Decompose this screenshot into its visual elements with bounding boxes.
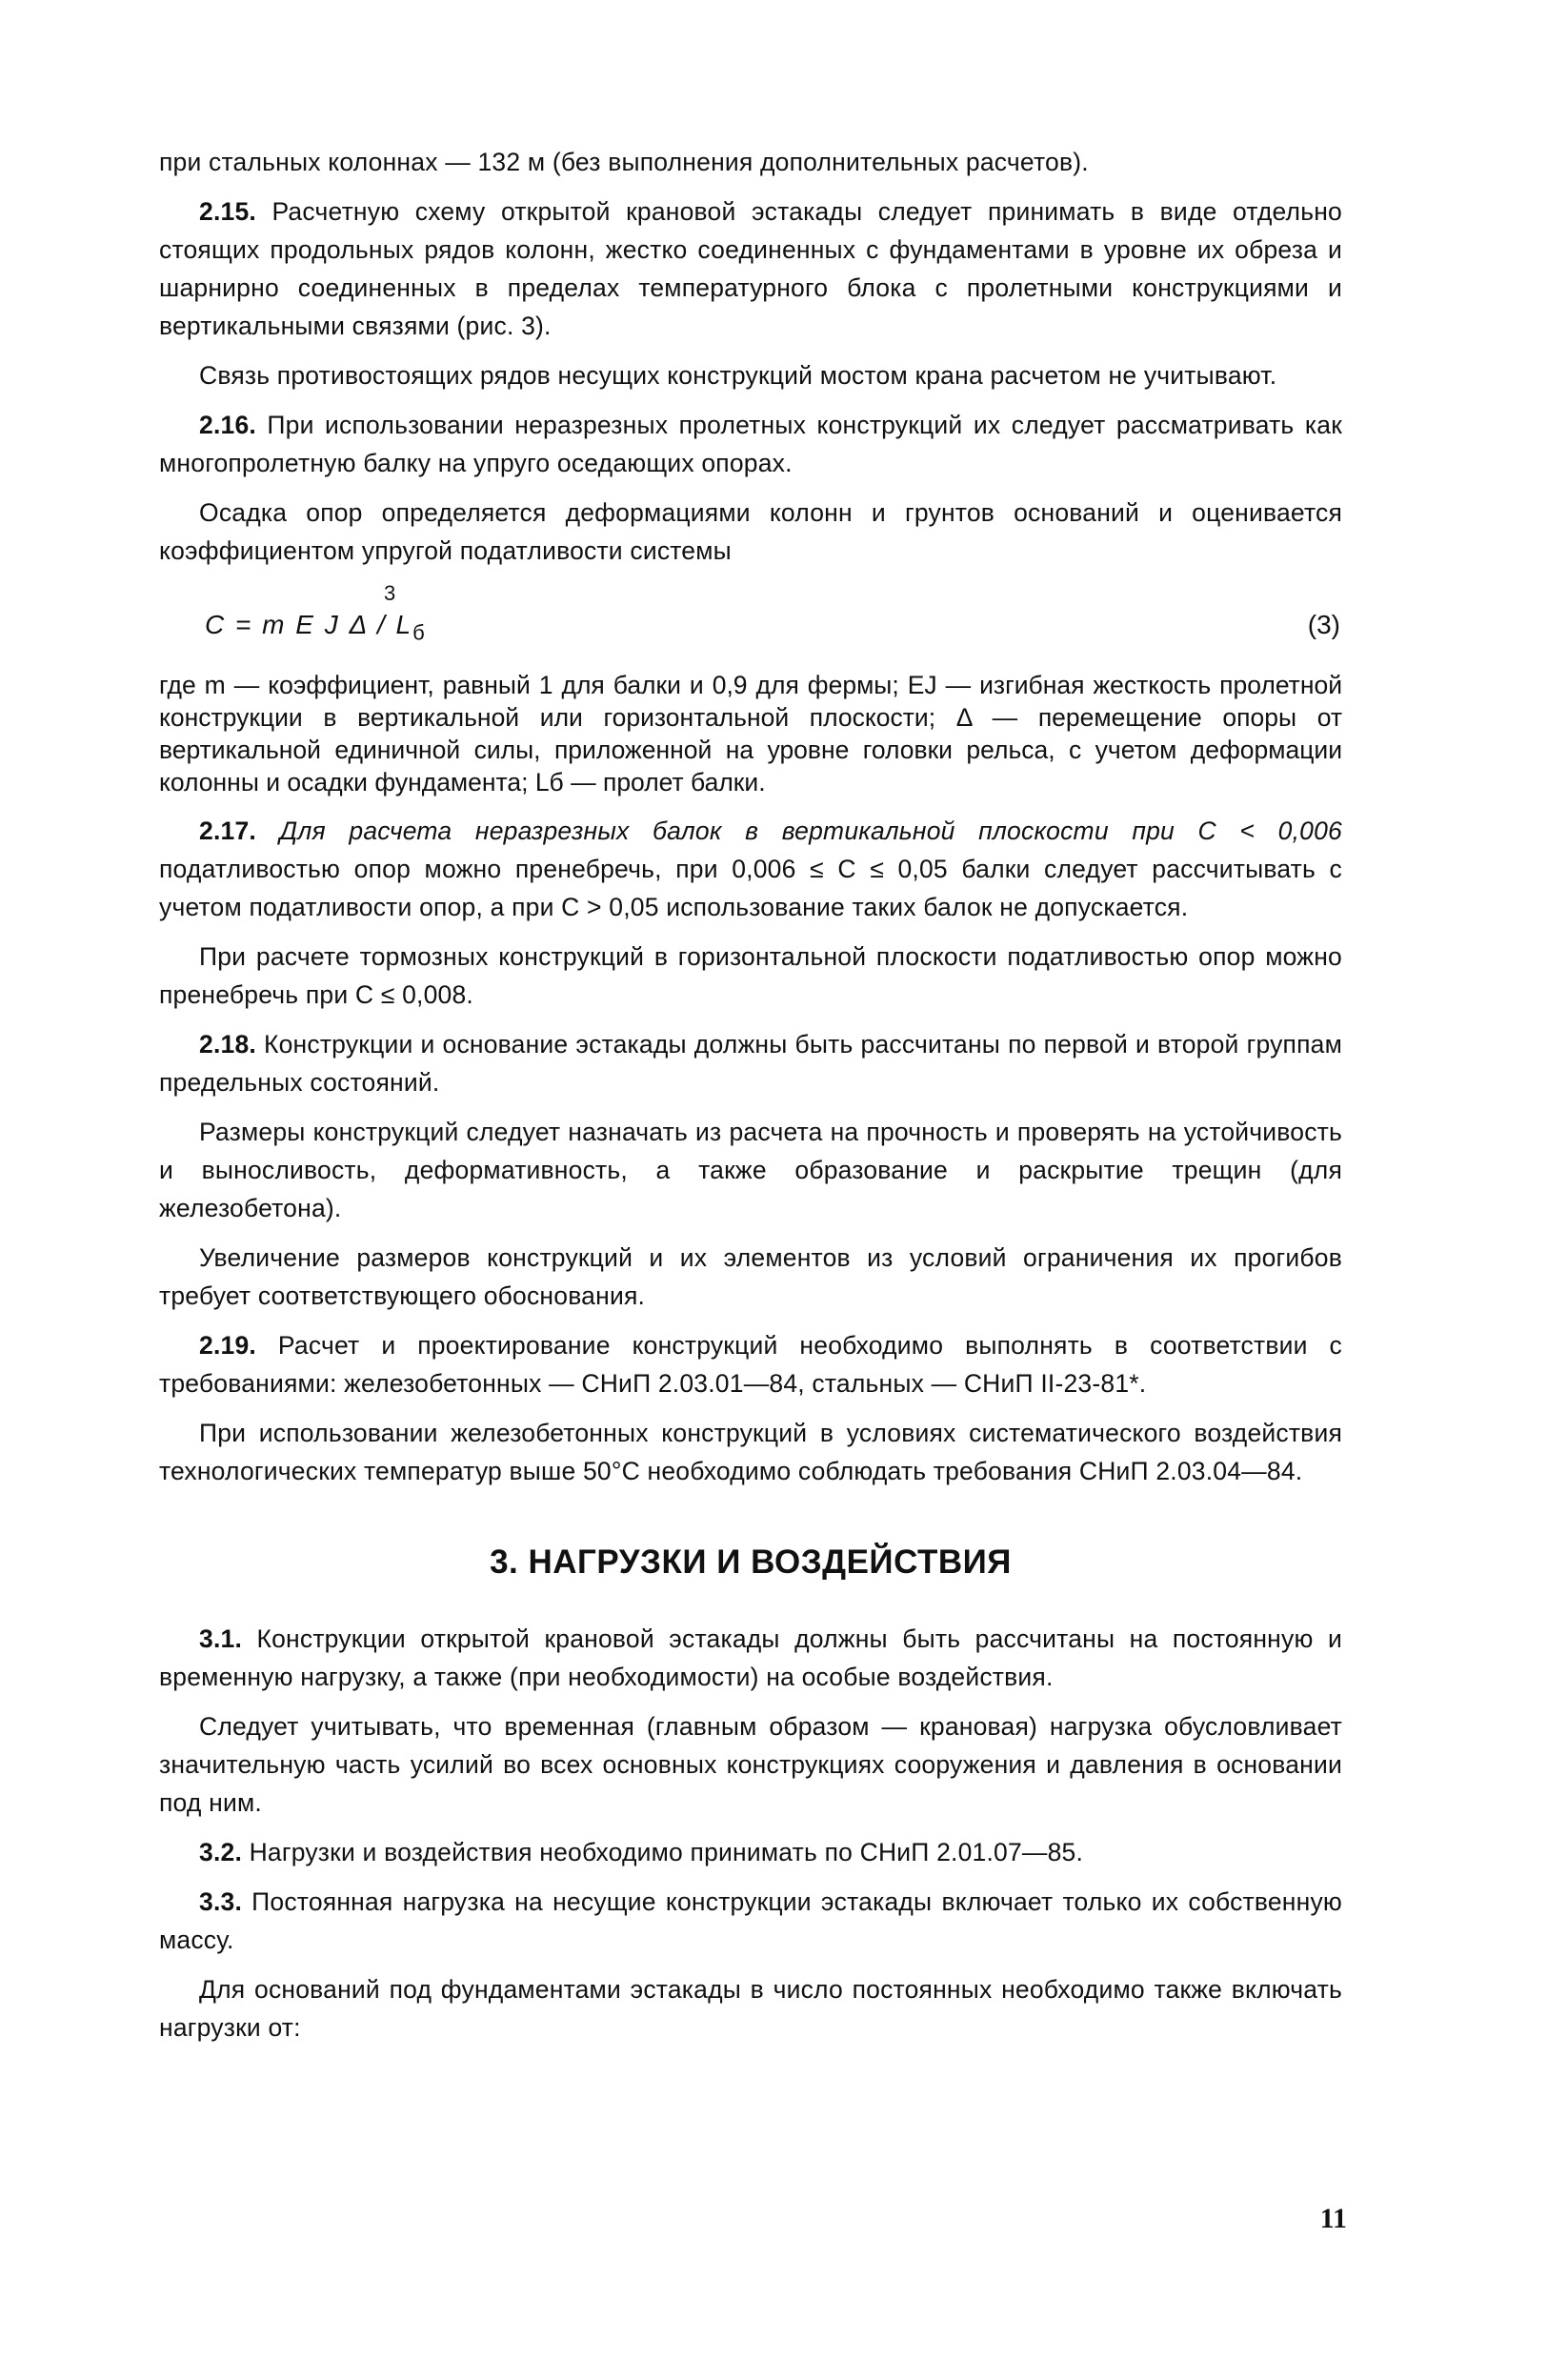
clause-number: 2.15. (199, 197, 256, 226)
paragraph-2-17: 2.17. Для расчета неразрезных балок в вертикальной плоскости при C < 0,006 податливостью опор можно пренебречь, при 0,006 ≤ C ≤ 0,05 балки следует рассчитывать с учетом податливости опор, а при C > 0,05 использование таких балок не допускается. (159, 817, 1342, 921)
paragraph-3-1: 3.1. Конструкции открытой крановой эстакады должны быть рассчитаны на постоянную и временную нагрузку, а также (при необходимости) на особые воздействия. (159, 1624, 1342, 1691)
clause-number: 2.16. (199, 411, 256, 439)
formula-legend: где m — коэффициент, равный 1 для балки и 0,9 для фермы; EJ — изгибная жесткость пролетной конструкции в вертикальной или горизонтальной плоскости; Δ — перемещение опоры от вертикальной единичной силы, приложенной на уровне головки рельса, с учетом деформации колонны и осадки фундамента; Lб — пролет балки. (159, 671, 1342, 797)
clause-number: 3.3. (199, 1887, 243, 1916)
document-page (159, 143, 1342, 2058)
paragraph-2-16: 2.16. При использовании неразрезных пролетных конструкций их следует рассматривать как многопролетную балку на упруго оседающих опорах. (159, 411, 1342, 477)
formula-3 (159, 581, 1342, 656)
formula-exponent: 3 (384, 581, 396, 605)
paragraph-temperature: При использовании железобетонных конструкций в условиях систематического воздействия технологических температур выше 50°С необходимо соблюдать требования СНиП 2.03.04—84. (159, 1419, 1342, 1485)
section-heading: 3. НАГРУЗКИ И ВОЗДЕЙСТВИЯ (490, 1543, 1012, 1581)
paragraph-crane-load: Следует учитывать, что временная (главным образом — крановая) нагрузка обусловливает значительную часть усилий во всех основных конструкциях сооружения и давления в основании под ним. (159, 1712, 1342, 1817)
clause-number: 3.1. (199, 1624, 243, 1653)
clause-number: 2.17. (199, 817, 256, 845)
clause-number: 2.19. (199, 1331, 256, 1360)
formula-expression: C = m E J Δ / $L_б$ (205, 610, 427, 645)
paragraph-3-2: 3.2. Нагрузки и воздействия необходимо принимать по СНиП 2.01.07—85. (199, 1838, 1084, 1866)
paragraph-settlement: Осадка опор определяется деформациями колонн и грунтов оснований и оценивается коэффициентом упругой податливости системы (159, 498, 1342, 565)
paragraph-continuation: при стальных колоннах — 132 м (без выполнения дополнительных расчетов). (159, 148, 1089, 176)
paragraph-2-18: 2.18. Конструкции и основание эстакады должны быть рассчитаны по первой и второй группам предельных состояний. (159, 1030, 1342, 1097)
paragraph-deflection: Увеличение размеров конструкций и их элементов из условий ограничения их прогибов требует соответствующего обоснования. (159, 1243, 1342, 1310)
paragraph-2-15: 2.15. Расчетную схему открытой крановой эстакады следует принимать в виде отдельно стоящих продольных рядов колонн, жестко соединенных с фундаментами в уровне их обреза и шарнирно соединенных в пределах температурного блока с пролетными конструкциями и вертикальными связями (рис. 3). (159, 197, 1342, 340)
formula-number: (3) (1307, 610, 1340, 639)
paragraph-foundations: Для оснований под фундаментами эстакады в число постоянных необходимо также включать нагрузки от: (159, 1975, 1342, 2042)
paragraph-dimensions: Размеры конструкций следует назначать из расчета на прочность и проверять на устойчивость и выносливость, деформативность, а также образование и раскрытие трещин (для железобетона). (159, 1118, 1342, 1222)
clause-number: 3.2. (199, 1838, 243, 1866)
paragraph-brake-structures: При расчете тормозных конструкций в горизонтальной плоскости податливостью опор можно пренебречь при C ≤ 0,008. (159, 942, 1342, 1009)
paragraph-2-19: 2.19. Расчет и проектирование конструкций необходимо выполнять в соответствии с требованиями: железобетонных — СНиП 2.03.01—84, стальных — СНиП II-23-81*. (159, 1331, 1342, 1398)
paragraph-3-3: 3.3. Постоянная нагрузка на несущие конструкции эстакады включает только их собственную массу. (159, 1887, 1342, 1954)
clause-number: 2.18. (199, 1030, 256, 1059)
paragraph-bridge-link: Связь противостоящих рядов несущих конструкций мостом крана расчетом не учитывают. (199, 361, 1277, 390)
page-number: 11 (1319, 2203, 1347, 2234)
